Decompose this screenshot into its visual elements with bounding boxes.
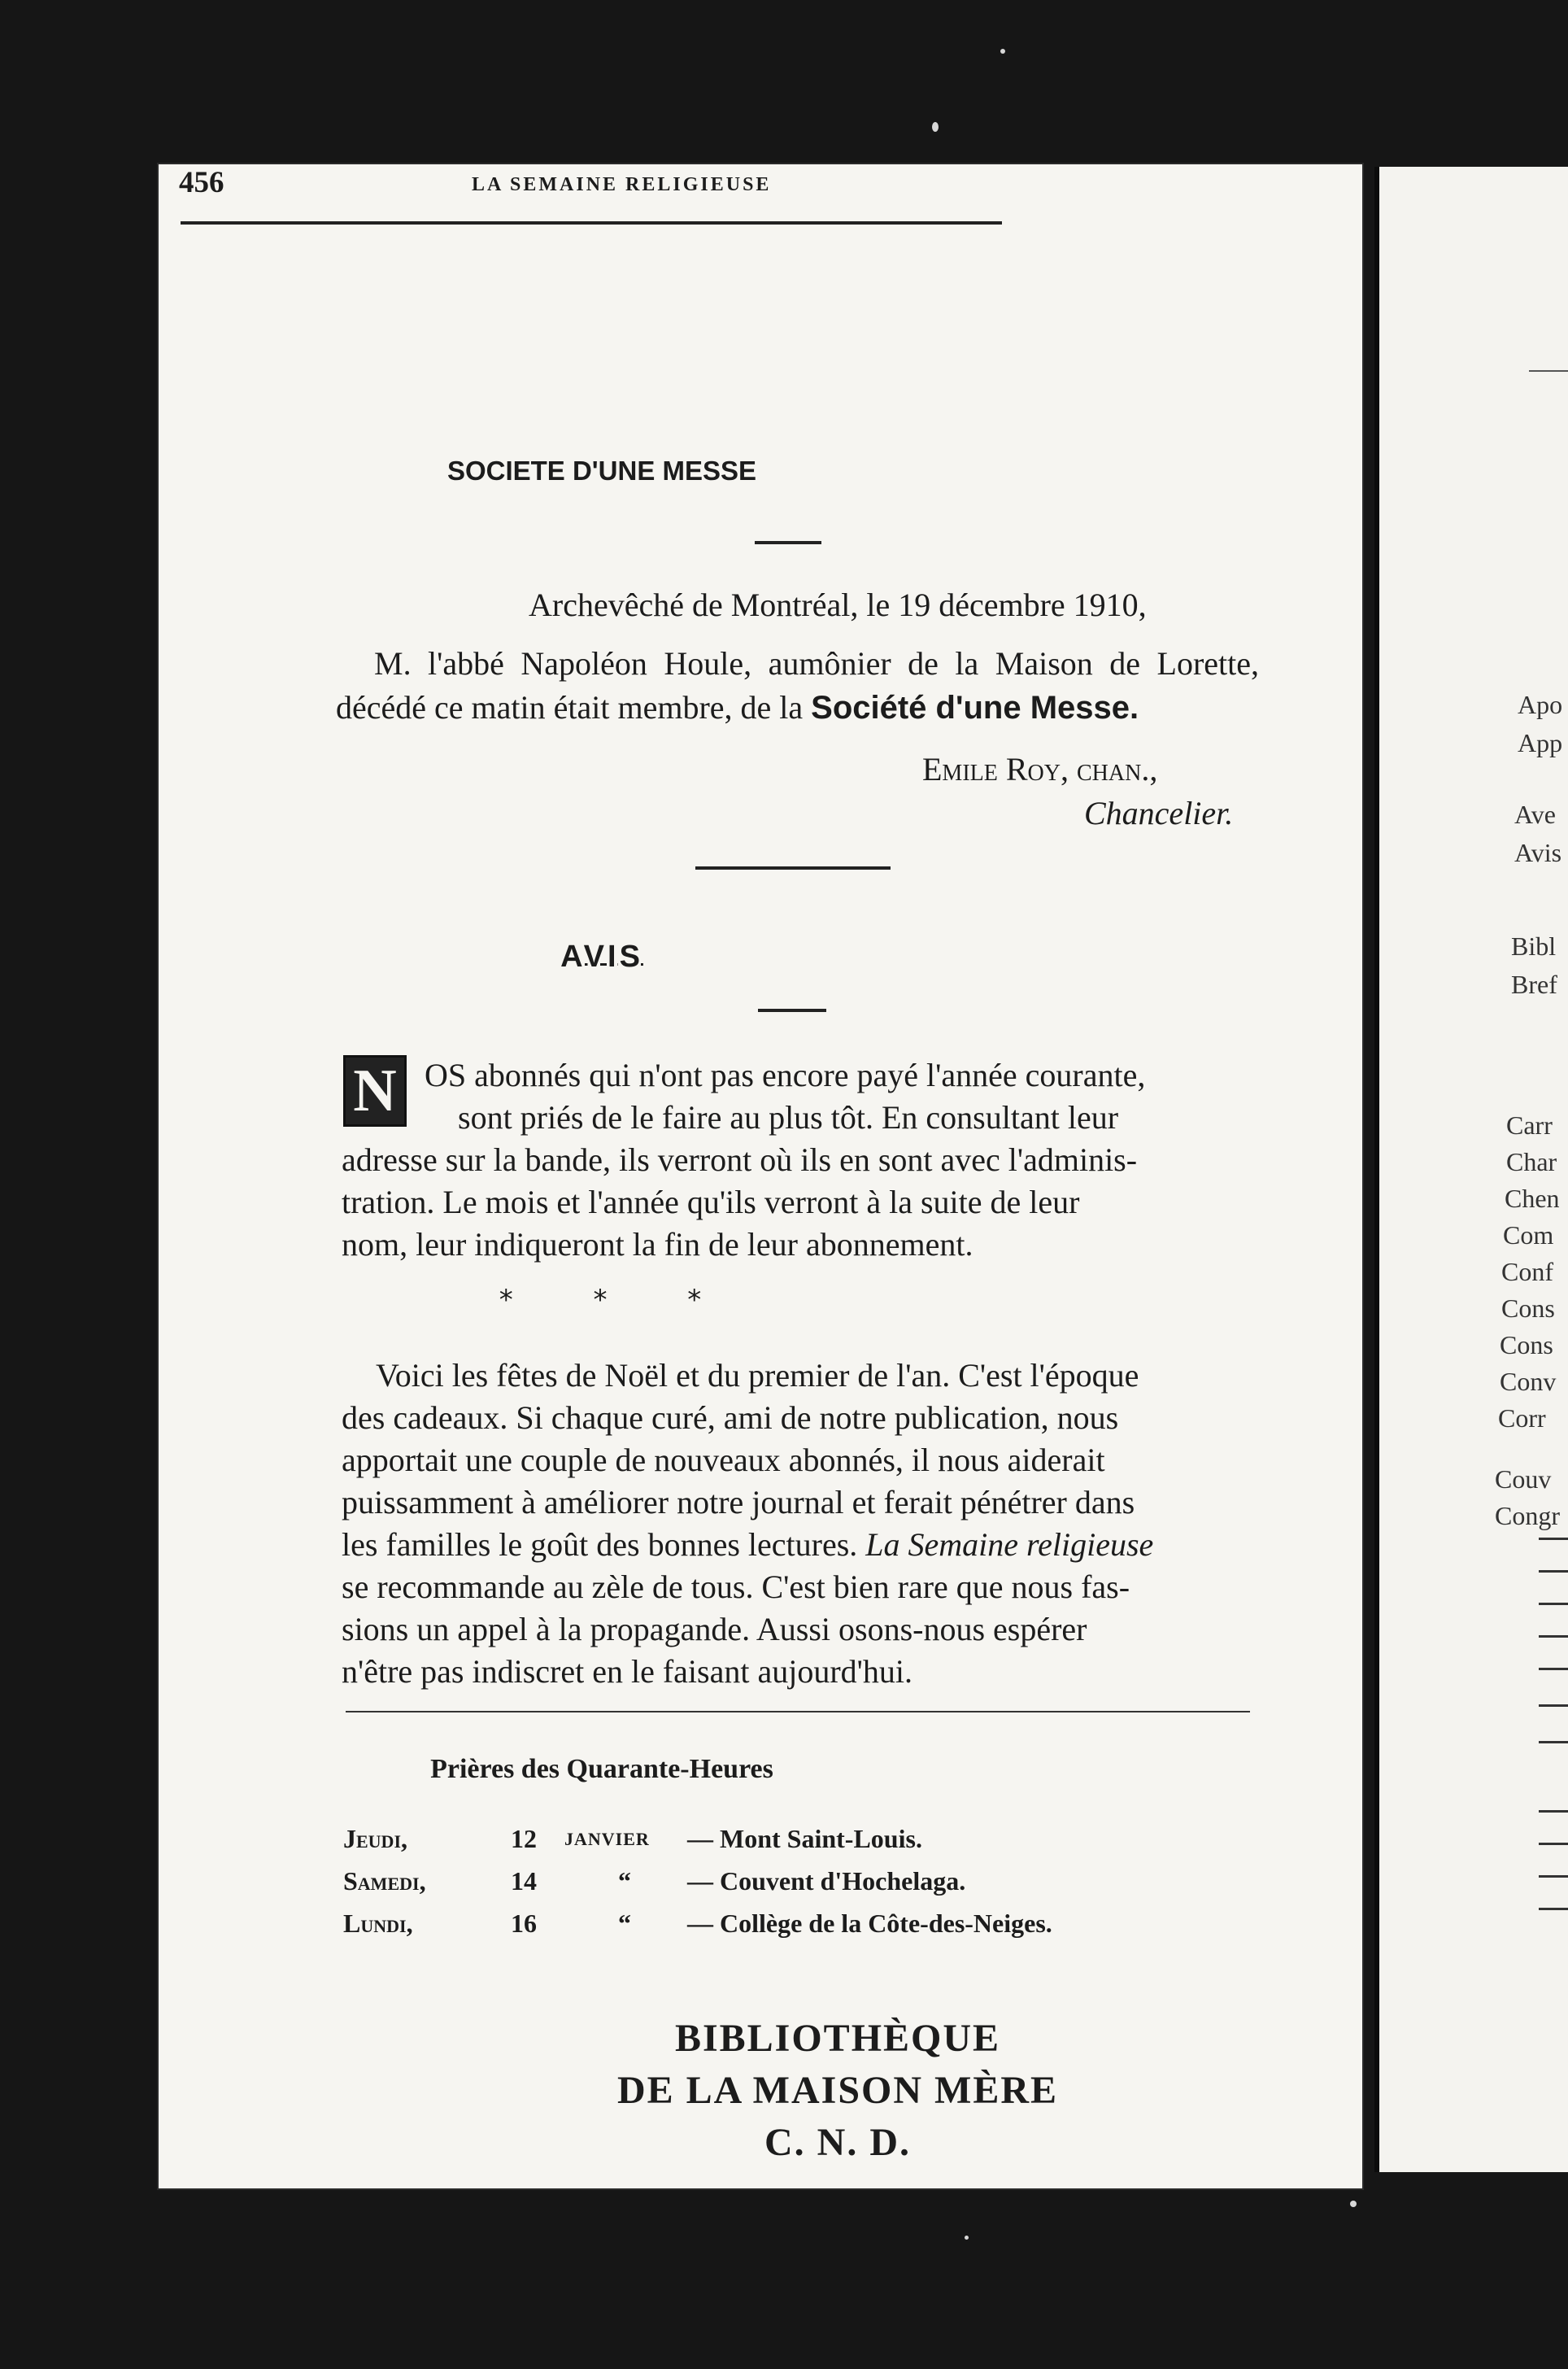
avis-para1-line-4: tration. Le mois et l'année qu'ils verront à la suite de leur	[342, 1184, 1080, 1220]
separator-stars: * * *	[499, 1284, 738, 1316]
avis-para2-line-5-text: les familles le goût des bonnes lectures.	[342, 1526, 866, 1563]
adjacent-page-entry: Ave	[1514, 800, 1556, 829]
avis-para1-line-2: sont priés de le faire au plus tôt. En consultant leur	[458, 1099, 1119, 1136]
dust-speck	[1000, 49, 1005, 54]
dust-speck	[932, 122, 939, 132]
prayer-row	[0, 1824, 1204, 1856]
avis-para1-line-1: OS abonnés qui n'ont pas encore payé l'année courante,	[425, 1057, 1146, 1093]
prayer-place: — Collège de la Côte-des-Neiges.	[687, 1909, 1052, 1938]
societe-name: Société d'une Messe.	[811, 690, 1139, 726]
adjacent-page-entry: Corr	[1498, 1403, 1546, 1433]
dust-speck	[965, 2236, 969, 2240]
adjacent-page-entry: Conv	[1500, 1367, 1557, 1396]
adjacent-page-entry: Carr	[1506, 1110, 1553, 1140]
section-rule	[346, 1711, 1250, 1712]
adjacent-page-dash	[1539, 1538, 1568, 1540]
avis-para2-line-3: apportait une couple de nouveaux abonnés, il nous aiderait	[342, 1442, 1105, 1478]
adjacent-page-entry: Bibl	[1511, 931, 1557, 961]
adjacent-page-entry: Apo	[1518, 690, 1563, 719]
adjacent-page-dash	[1539, 1843, 1568, 1845]
journal-name-italic: La Semaine religieuse	[865, 1526, 1154, 1563]
dust-speck	[1350, 2201, 1357, 2207]
adjacent-page-entry: Char	[1506, 1147, 1557, 1176]
adjacent-page-entry: App	[1518, 728, 1563, 757]
prayer-day: Lundi,	[343, 1909, 413, 1938]
societe-title: SOCIETE D'UNE MESSE	[446, 456, 757, 486]
avis-para2-line-6: se recommande au zèle de tous. C'est bien rare que nous fas-	[342, 1568, 1130, 1605]
adjacent-page-entry: Couv	[1495, 1464, 1552, 1494]
prayer-place: — Mont Saint-Louis.	[687, 1824, 922, 1853]
adjacent-page-dash	[1539, 1704, 1568, 1707]
section-divider	[695, 866, 891, 870]
library-stamp-line-2: DE LA MAISON MÈRE	[616, 2069, 1059, 2112]
adjacent-page-entry: Chen	[1505, 1184, 1560, 1213]
prayer-date: 12	[511, 1824, 537, 1853]
page-number: 456	[179, 166, 224, 199]
notice-line-2	[336, 687, 1139, 729]
ditto-mark: “	[618, 1909, 631, 1938]
prayer-place: — Couvent d'Hochelaga.	[687, 1866, 966, 1896]
signature-name: Emile Roy, chan.,	[922, 751, 1158, 787]
dropcap-n: N	[343, 1055, 407, 1127]
avis-para1-line-5: nom, leur indiqueront la fin de leur abonnement.	[342, 1226, 973, 1263]
adjacent-page-entry: Bref	[1511, 970, 1557, 999]
adjacent-page-entry: Avis	[1514, 838, 1562, 867]
avis-para2-line-1: Voici les fêtes de Noël et du premier de l'an. C'est l'époque	[376, 1357, 1139, 1394]
adjacent-page-dash	[1539, 1908, 1568, 1910]
adjacent-page-dash	[1539, 1741, 1568, 1743]
prayer-month: JANVIER	[564, 1829, 650, 1849]
prayer-day: Jeudi,	[343, 1824, 408, 1853]
adjacent-page-dash	[1539, 1668, 1568, 1670]
adjacent-page-entry: Com	[1503, 1220, 1554, 1250]
avis-para2-line-4: puissamment à améliorer notre journal et ferait pénétrer dans	[342, 1484, 1135, 1520]
avis-title: AVIS	[560, 940, 643, 974]
adjacent-page-entry: Congr	[1495, 1501, 1560, 1530]
prayer-date: 16	[511, 1909, 537, 1938]
avis-rule	[758, 1009, 826, 1012]
prayer-row	[0, 1909, 1204, 1941]
avis-para2-line-2: des cadeaux. Si chaque curé, ami de notre publication, nous	[342, 1399, 1119, 1436]
avis-para2-line-8: n'être pas indiscret en le faisant aujourd'hui.	[342, 1653, 912, 1690]
avis-para2-line-5	[342, 1524, 1153, 1565]
running-title: LA SEMAINE RELIGIEUSE	[472, 174, 772, 195]
library-stamp-line-1: BIBLIOTHÈQUE	[674, 2017, 1001, 2060]
notice-line-1: M. l'abbé Napoléon Houle, aumônier de la Maison de Lorette,	[374, 645, 1259, 682]
adjacent-page-rule	[1529, 370, 1568, 372]
library-stamp-line-3: C. N. D.	[764, 2121, 911, 2164]
prayer-row	[0, 1866, 1204, 1899]
adjacent-page-entry: Cons	[1501, 1294, 1555, 1323]
adjacent-page-dash	[1539, 1875, 1568, 1878]
title-rule	[755, 541, 821, 544]
avis-para2-line-7: sions un appel à la propagande. Aussi osons-nous espérer	[342, 1611, 1087, 1647]
header-rule	[181, 221, 1002, 225]
adjacent-page-entry: Cons	[1500, 1330, 1553, 1359]
signature-title: Chancelier.	[1084, 795, 1234, 831]
prayer-title: Prières des Quarante-Heures	[430, 1754, 773, 1784]
prayer-date: 14	[511, 1866, 537, 1896]
adjacent-page-dash	[1539, 1810, 1568, 1813]
adjacent-page-entry: Conf	[1501, 1257, 1553, 1286]
prayer-day: Samedi,	[343, 1866, 426, 1896]
avis-para1-line-3: adresse sur la bande, ils verront où ils en sont avec l'adminis-	[342, 1141, 1138, 1178]
notice-line-2-text: décédé ce matin était membre, de la	[336, 689, 812, 726]
adjacent-page-dash	[1539, 1603, 1568, 1605]
ditto-mark: “	[618, 1866, 631, 1896]
adjacent-page-dash	[1539, 1635, 1568, 1638]
dateline: Archevêché de Montréal, le 19 décembre 1910,	[529, 587, 1147, 623]
adjacent-page-dash	[1539, 1570, 1568, 1573]
